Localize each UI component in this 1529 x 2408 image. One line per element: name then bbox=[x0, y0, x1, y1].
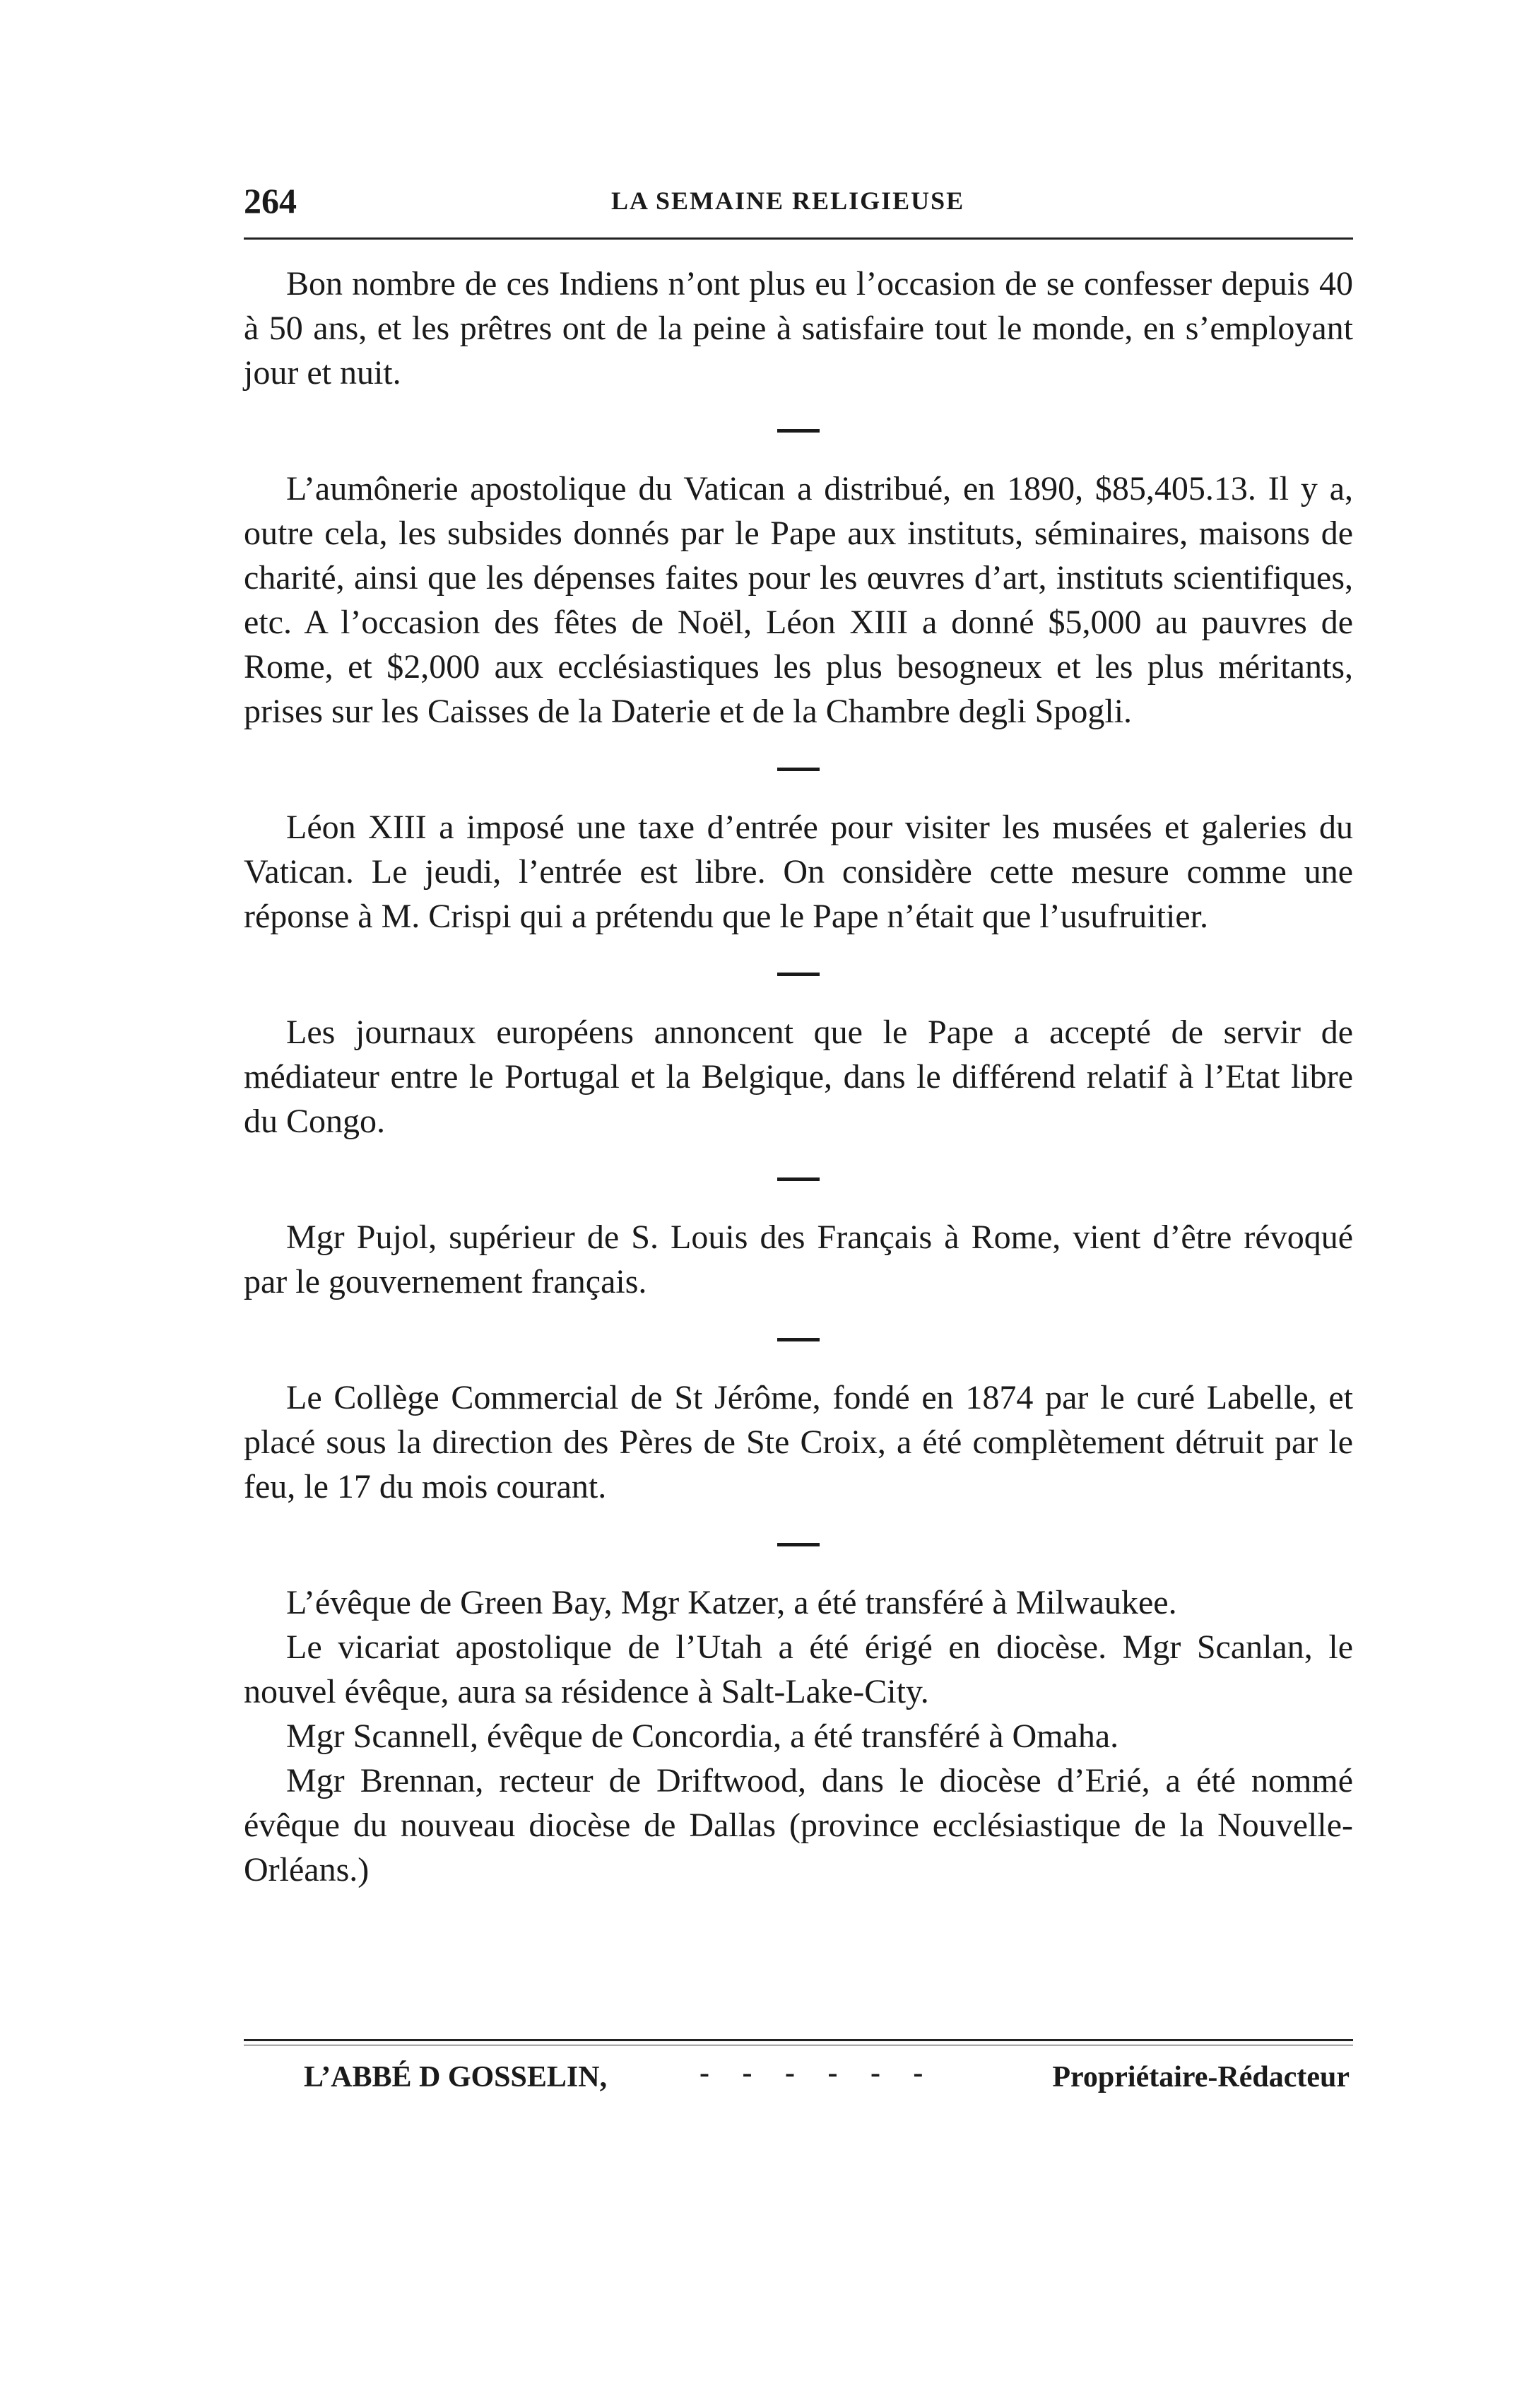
section-separator bbox=[777, 1338, 820, 1341]
section-separator bbox=[777, 768, 820, 771]
page-footer bbox=[304, 2057, 1350, 2110]
article-body bbox=[244, 262, 1353, 1892]
footer-rule bbox=[244, 2039, 1353, 2041]
footer-role: Propriétaire-Rédacteur bbox=[1052, 2061, 1350, 2093]
item-utah: Le vicariat apostolique de l’Utah a été érigé en diocèse. Mgr Scanlan, le nouvel évêque, aura sa résidence à Salt-Lake-City. bbox=[244, 1628, 1353, 1710]
header-rule bbox=[244, 237, 1353, 240]
section-separator bbox=[777, 973, 820, 976]
paragraph-indiens: Bon nombre de ces Indiens n’ont plus eu l’occasion de se confesser depuis 40 à 50 ans, et les prêtres ont de la peine à satisfaire tout le monde, en s’employant jour et nuit. bbox=[244, 265, 1353, 392]
paragraph-college: Le Collège Commercial de St Jérôme, fondé en 1874 par le curé Labelle, et placé sous la direction des Pères de Ste Croix, a été complètement détruit par le feu, le 17 du mois courant. bbox=[244, 1379, 1353, 1505]
page-number: 264 bbox=[244, 181, 297, 221]
footer-leader-dots: - - - - - - bbox=[699, 2057, 936, 2089]
item-brennan: Mgr Brennan, recteur de Driftwood, dans le diocèse d’Erié, a été nommé évêque du nouveau diocèse de Dallas (province ecclésiastique de la Nouvelle-Orléans.) bbox=[244, 1762, 1353, 1889]
paragraph-mediateur: Les journaux européens annoncent que le Pape a accepté de servir de médiateur entre le Portugal et la Belgique, dans le différend relatif à l’Etat libre du Congo. bbox=[244, 1014, 1353, 1140]
paragraph-pujol: Mgr Pujol, supérieur de S. Louis des Français à Rome, vient d’être révoqué par le gouvernement français. bbox=[244, 1218, 1353, 1300]
item-scannell: Mgr Scannell, évêque de Concordia, a été transféré à Omaha. bbox=[286, 1717, 1119, 1755]
page-header bbox=[244, 180, 1353, 230]
item-green-bay: L’évêque de Green Bay, Mgr Katzer, a été transféré à Milwaukee. bbox=[286, 1584, 1177, 1621]
running-title: LA SEMAINE RELIGIEUSE bbox=[611, 187, 965, 215]
footer-author: L’ABBÉ D GOSSELIN, bbox=[304, 2061, 608, 2093]
paragraph-aumonerie: L’aumônerie apostolique du Vatican a distribué, en 1890, $85,405.13. Il y a, outre cela, les subsides donnés par le Pape aux instituts, séminaires, maisons de charité, ainsi que les dépenses faites pour les œuvres d’art, instituts scientifiques, etc. A l’occasion des fêtes de Noël, Léon XIII a donné $5,000 au pauvres de Rome, et $2,000 aux ecclésiastiques les plus besogneux et les plus méritants, prises sur les Caisses de la Daterie et de la Chambre degli Spogli. bbox=[244, 470, 1353, 730]
section-separator bbox=[777, 429, 820, 433]
paragraph-taxe-musees: Léon XIII a imposé une taxe d’entrée pour visiter les musées et galeries du Vatican. Le jeudi, l’entrée est libre. On considère cette mesure comme une réponse à M. Crispi qui a prétendu que le Pape n’était que l’usufruitier. bbox=[244, 809, 1353, 935]
section-separator bbox=[777, 1543, 820, 1546]
section-separator bbox=[777, 1177, 820, 1181]
